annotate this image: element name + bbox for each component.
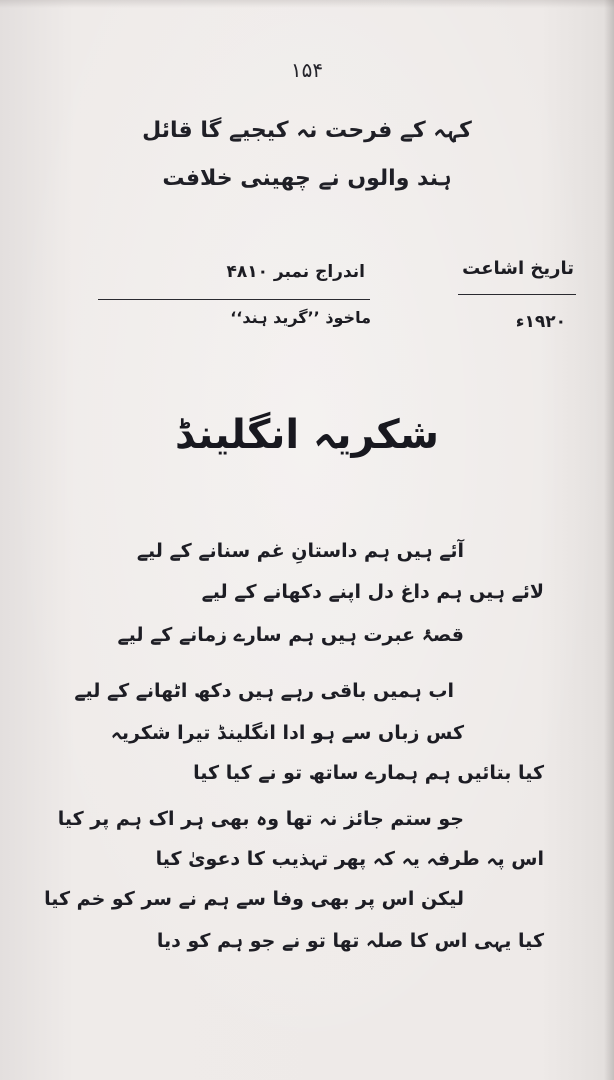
- verse-line: اب ہمیں باقی رہے ہیں دکھ اٹھانے کے لیے: [74, 680, 454, 702]
- verse-line: قصۂ عبرت ہیں ہم سارے زمانے کے لیے: [117, 624, 464, 646]
- date-underline: [458, 294, 576, 295]
- publication-date-value: ۱۹۲۰ء: [515, 312, 566, 332]
- page-number: ۱۵۴: [290, 58, 324, 82]
- verse-line: کیا یہی اس کا صلہ تھا تو نے جو ہم کو دیا: [156, 930, 544, 952]
- source-attribution: ماخوذ ’’گرید ہند‘‘: [230, 308, 371, 327]
- verse-line: لائے ہیں ہم داغ دل اپنے دکھانے کے لیے: [201, 581, 544, 603]
- poem-title: شکریہ انگلینڈ: [175, 412, 439, 458]
- verse-line: لیکن اس پر بھی وفا سے ہم نے سر کو خم کیا: [44, 888, 464, 910]
- page-top-shadow: [0, 0, 614, 8]
- verse-line: کیا بتائیں ہم ہمارے ساتھ تو نے کیا کیا: [193, 762, 544, 784]
- entry-number-label: اندراج نمبر ۴۸۱۰: [226, 262, 365, 282]
- verse-line: کس زباں سے ہو ادا انگلینڈ تیرا شکریہ: [110, 722, 464, 744]
- header-line-2: ہند والوں نے چھینی خلافت: [162, 166, 452, 191]
- publication-date-label: تاریخ اشاعت: [462, 258, 574, 279]
- verse-line: آئے ہیں ہم داستانِ غم سنانے کے لیے: [136, 540, 464, 562]
- verse-line: جو ستم جائز نہ تھا وہ بھی ہر اک ہم پر کیا: [57, 808, 464, 830]
- header-line-1: کہہ کے فرحت نہ کیجیے گا قائل: [142, 118, 472, 143]
- page-right-shadow: [604, 0, 614, 1080]
- verse-line: اس پہ طرفہ یہ کہ پھر تہذیب کا دعویٰ کیا: [155, 848, 544, 870]
- entry-underline: [98, 299, 370, 300]
